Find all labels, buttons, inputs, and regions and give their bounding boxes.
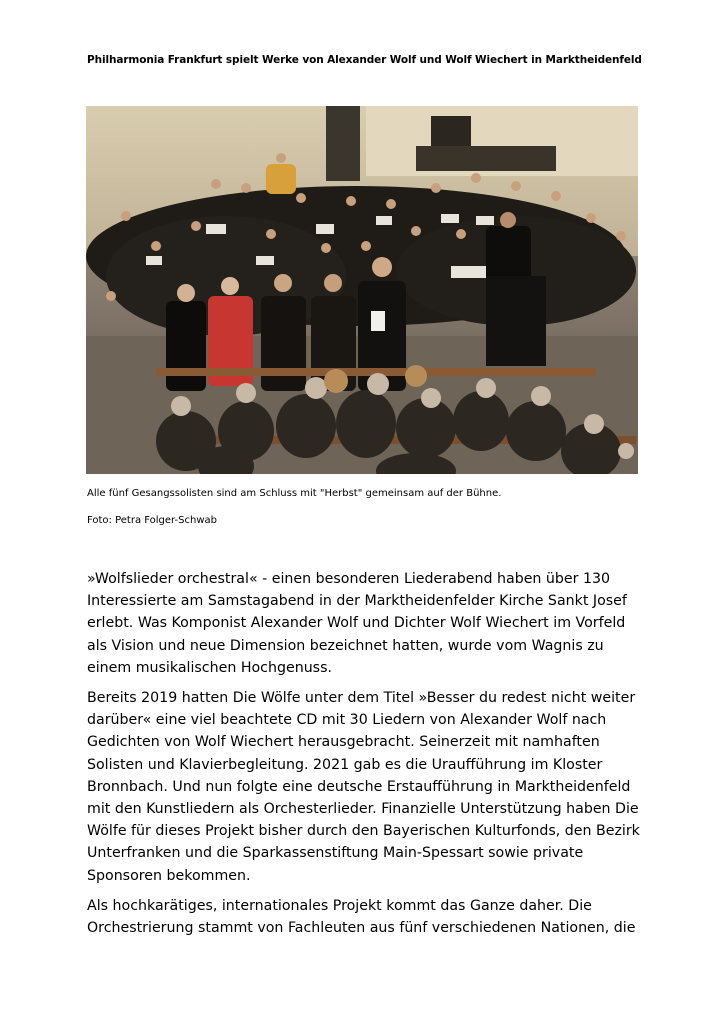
- headline: Philharmonia Frankfurt spielt Werke von Alexander Wolf und Wolf Wiechert in Marktheidenfeld: [87, 54, 642, 66]
- article-body: [87, 568, 647, 947]
- article-paragraph: Als hochkarätiges, internationales Projekt kommt das Ganze daher. Die Orchestrierung stammt von Fachleuten aus fünf verschiedenen Nationen, die: [87, 897, 636, 937]
- article-paragraph: Bereits 2019 hatten Die Wölfe unter dem Titel »Besser du redest nicht weiter darüber« eine viel beachtete CD mit 30 Liedern von Alexander Wolf nach Gedichten von Wolf Wiechert herausgebracht. Seinerzeit mit namhaften Solisten und Klavierbegleitung. 2021 gab es die Uraufführung im Kloster Bronnbach. Und nun folgte eine deutsche Erstaufführung in Marktheidenfeld mit den Kunstliedern als Orchesterlieder. Finanzielle Unterstützung haben Die Wölfe für dieses Projekt bisher durch den Bayerischen Kulturfonds, den Bezirk Unterfranken und die Sparkassenstiftung Main-Spessart sowie private Sponsoren bekommen.: [87, 690, 640, 884]
- photo-credit: Foto: Petra Folger-Schwab: [87, 515, 217, 526]
- concert-photo: [86, 106, 638, 474]
- article-paragraph: »Wolfslieder orchestral« - einen besonderen Liederabend haben über 130 Interessierte am Samstagabend in der Marktheidenfelder Kirche Sankt Josef erlebt. Was Komponist Alexander Wolf und Dichter Wolf Wiechert im Vorfeld als Vision und neue Dimension bezeichnet hatten, wurde vom Wagnis zu einem musikalischen Hochgenuss.: [87, 571, 627, 676]
- photo-caption: Alle fünf Gesangssolisten sind am Schluss mit "Herbst" gemeinsam auf der Bühne.: [87, 488, 502, 499]
- concert-photo-icon: [86, 106, 638, 474]
